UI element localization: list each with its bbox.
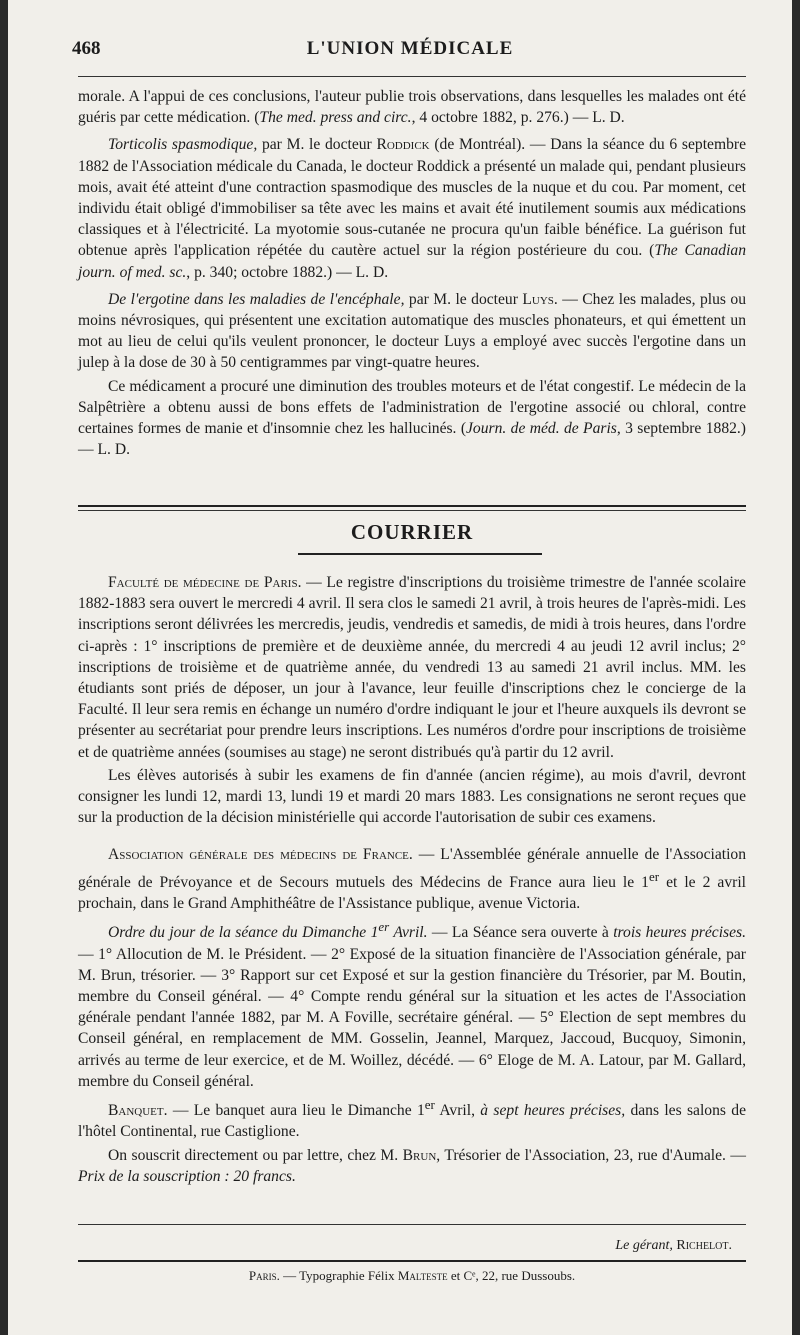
journal-page bbox=[8, 0, 792, 1335]
association-notice: Association générale des médecins de France. — L'Assemblée générale annuelle de l'Association générale de Prévoyance et de Secours mutuels des Médecins de France aura lieu le 1er et le 2 avril prochain, dans le Grand Amphithéâtre de l'Assistance publique, avenue Victoria. bbox=[78, 846, 746, 913]
gerant-signature: Le gérant, Richelot. bbox=[615, 1238, 732, 1253]
notice-label: Association générale des médecins de France. bbox=[108, 846, 413, 864]
notice-label: Banquet. bbox=[108, 1102, 168, 1120]
notice-label: Faculté de médecine de Paris. bbox=[108, 574, 302, 591]
article-torticolis: Torticolis spasmodique, par M. le docteur Roddick (de Montréal). — Dans la séance du 6 septembre 1882 de l'Association médicale du Canada, le docteur Roddick a présenté un malade qui, pendant plusieurs mois, avait été atteint d'une contraction spasmodique des muscles de la nuque et du cou. Par moment, cet individu était obligé d'immobiliser sa tête avec les mains et avait été inutilement soumis aux médications classiques et à l'électricité. La myotomie sous-cutanée ne procura qu'un faible bénéfice. La guérison fut obtenue après l'application répétée du cautère actuel sur la région postérieure du cou. (The Canadian journ. of med. sc., p. 340; octobre 1882.) — L. D. bbox=[78, 136, 747, 281]
courrier-heading: COURRIER bbox=[350, 520, 474, 544]
printer-imprint: Paris. — Typographie Félix Malteste et Cᵉ, 22, rue Dussoubs. bbox=[248, 1268, 576, 1283]
page-header bbox=[72, 38, 748, 68]
article-conclusion: morale. A l'appui de ces conclusions, l'auteur publie trois observations, dans lesquelles les malades ont été guéris par cette médication. (The med. press and circ., 4 octobre 1882, p. 276.) — L. D. bbox=[78, 88, 746, 127]
faculte-notice-para2: Les élèves autorisés à subir les examens de fin d'année (ancien régime), au mois d'avril, devront consigner les lundi 12, mardi 13, lundi 19 et mardi 20 mars 1883. Les consignations ne seront reçues que sur la production de la décision ministérielle qui accorde l'autorisation de subir ces examens. bbox=[78, 766, 746, 827]
souscription-notice: On souscrit directement ou par lettre, chez M. Brun, Trésorier de l'Association, 23, rue d'Aumale. — Prix de la souscription : 20 francs. bbox=[78, 1146, 746, 1185]
author-name: Roddick bbox=[376, 136, 430, 154]
footer-rule-bottom bbox=[78, 1260, 746, 1262]
article-title: Torticolis spasmodique, bbox=[108, 136, 258, 154]
ordre-du-jour: Ordre du jour de la séance du Dimanche 1er Avril. — La Séance sera ouverte à trois heures précises. — 1° Allocution de M. le Président. — 2° Exposé de la situation financière de l'Association générale, par M. Brun, trésorier. — 3° Rapport sur cet Exposé et sur la gestion financière du Trésorier, par M. Boutin, membre du Conseil général. — 4° Compte rendu général sur la situation et les actes de l'Association générale pendant l'année 1882, par M. A Foville, secrétaire général. — 5° Election de sept membres du Conseil général, en remplacement de MM. Gosselin, Jeannel, Marquez, Jaccoud, Bucquoy, Simonin, arrivés au terme de leur exercice, et de M. Woillez, décédé. — 6° Eloge de M. A. Latour, par M. Gallard, membre du Conseil général. bbox=[78, 919, 746, 1090]
section-divider-top bbox=[78, 505, 746, 507]
author-name: Luys bbox=[522, 290, 554, 308]
article-ergotine-para2: Ce médicament a procuré une diminution des troubles moteurs et de l'état congestif. Le médecin de la Salpêtrière a obtenu aussi de bons effets de l'administration de l'ergotine associé ou chloral, contre certaines formes de manie et d'insomnie chez les hallucinés. (Journ. de méd. de Paris, 3 septembre 1882.) — L. D. bbox=[78, 377, 746, 459]
page-number: 468 bbox=[72, 38, 101, 59]
footer-rule-top bbox=[78, 1224, 746, 1225]
article-title: De l'ergotine dans les maladies de l'encéphale, bbox=[108, 290, 405, 308]
article-ergotine: De l'ergotine dans les maladies de l'encéphale, par M. le docteur Luys. — Chez les malades, plus ou moins névrosiques, qui présentent une excitation automatique des muscles phonateurs, et qui émettent un mot au lieu de celui qu'ils veulent prononcer, le docteur Luys a employé avec succès l'ergotine dans un julep à la dose de 30 à 50 centigrammes par vingt-quatre heures. bbox=[78, 290, 746, 372]
courrier-underline bbox=[298, 553, 542, 555]
faculte-notice: Faculté de médecine de Paris. — Le registre d'inscriptions du troisième trimestre de l'année scolaire 1882-1883 sera ouvert le mercredi 4 avril. Il sera clos le samedi 21 avril, à trois heures de l'après-midi. Les inscriptions seront délivrées les mercredis, jeudis, vendredis et samedis, de midi à trois heures, dans l'ordre ci-après : 1° inscriptions de première et de deuxième année, du mercredi 4 au jeudi 12 avril inclus; 2° inscriptions de troisième et de quatrième année, du vendredi 13 au samedi 21 avril inclus. MM. les étudiants sont priés de déposer, un jour à l'avance, leur feuille d'inscriptions chez le concierge de la Faculté. Il leur sera remis en échange un numéro d'ordre indiquant le jour et l'heure auxquels ils devront se présenter au secrétariat pour prendre leurs inscriptions. Les numéros d'ordre pour inscriptions de troisième et de quatrième années (soumises au stage) ne seront distribués qu'à partir du 12 avril. bbox=[78, 574, 746, 761]
banquet-notice: Banquet. — Le banquet aura lieu le Dimanche 1er Avril, à sept heures précises, dans les salons de l'hôtel Continental, rue Castiglione. bbox=[78, 1097, 746, 1141]
reviews-section bbox=[78, 86, 746, 462]
courrier-section bbox=[78, 572, 746, 1189]
section-divider-bottom bbox=[78, 510, 746, 511]
journal-title: L'UNION MÉDICALE bbox=[306, 38, 514, 59]
header-rule bbox=[78, 76, 746, 77]
